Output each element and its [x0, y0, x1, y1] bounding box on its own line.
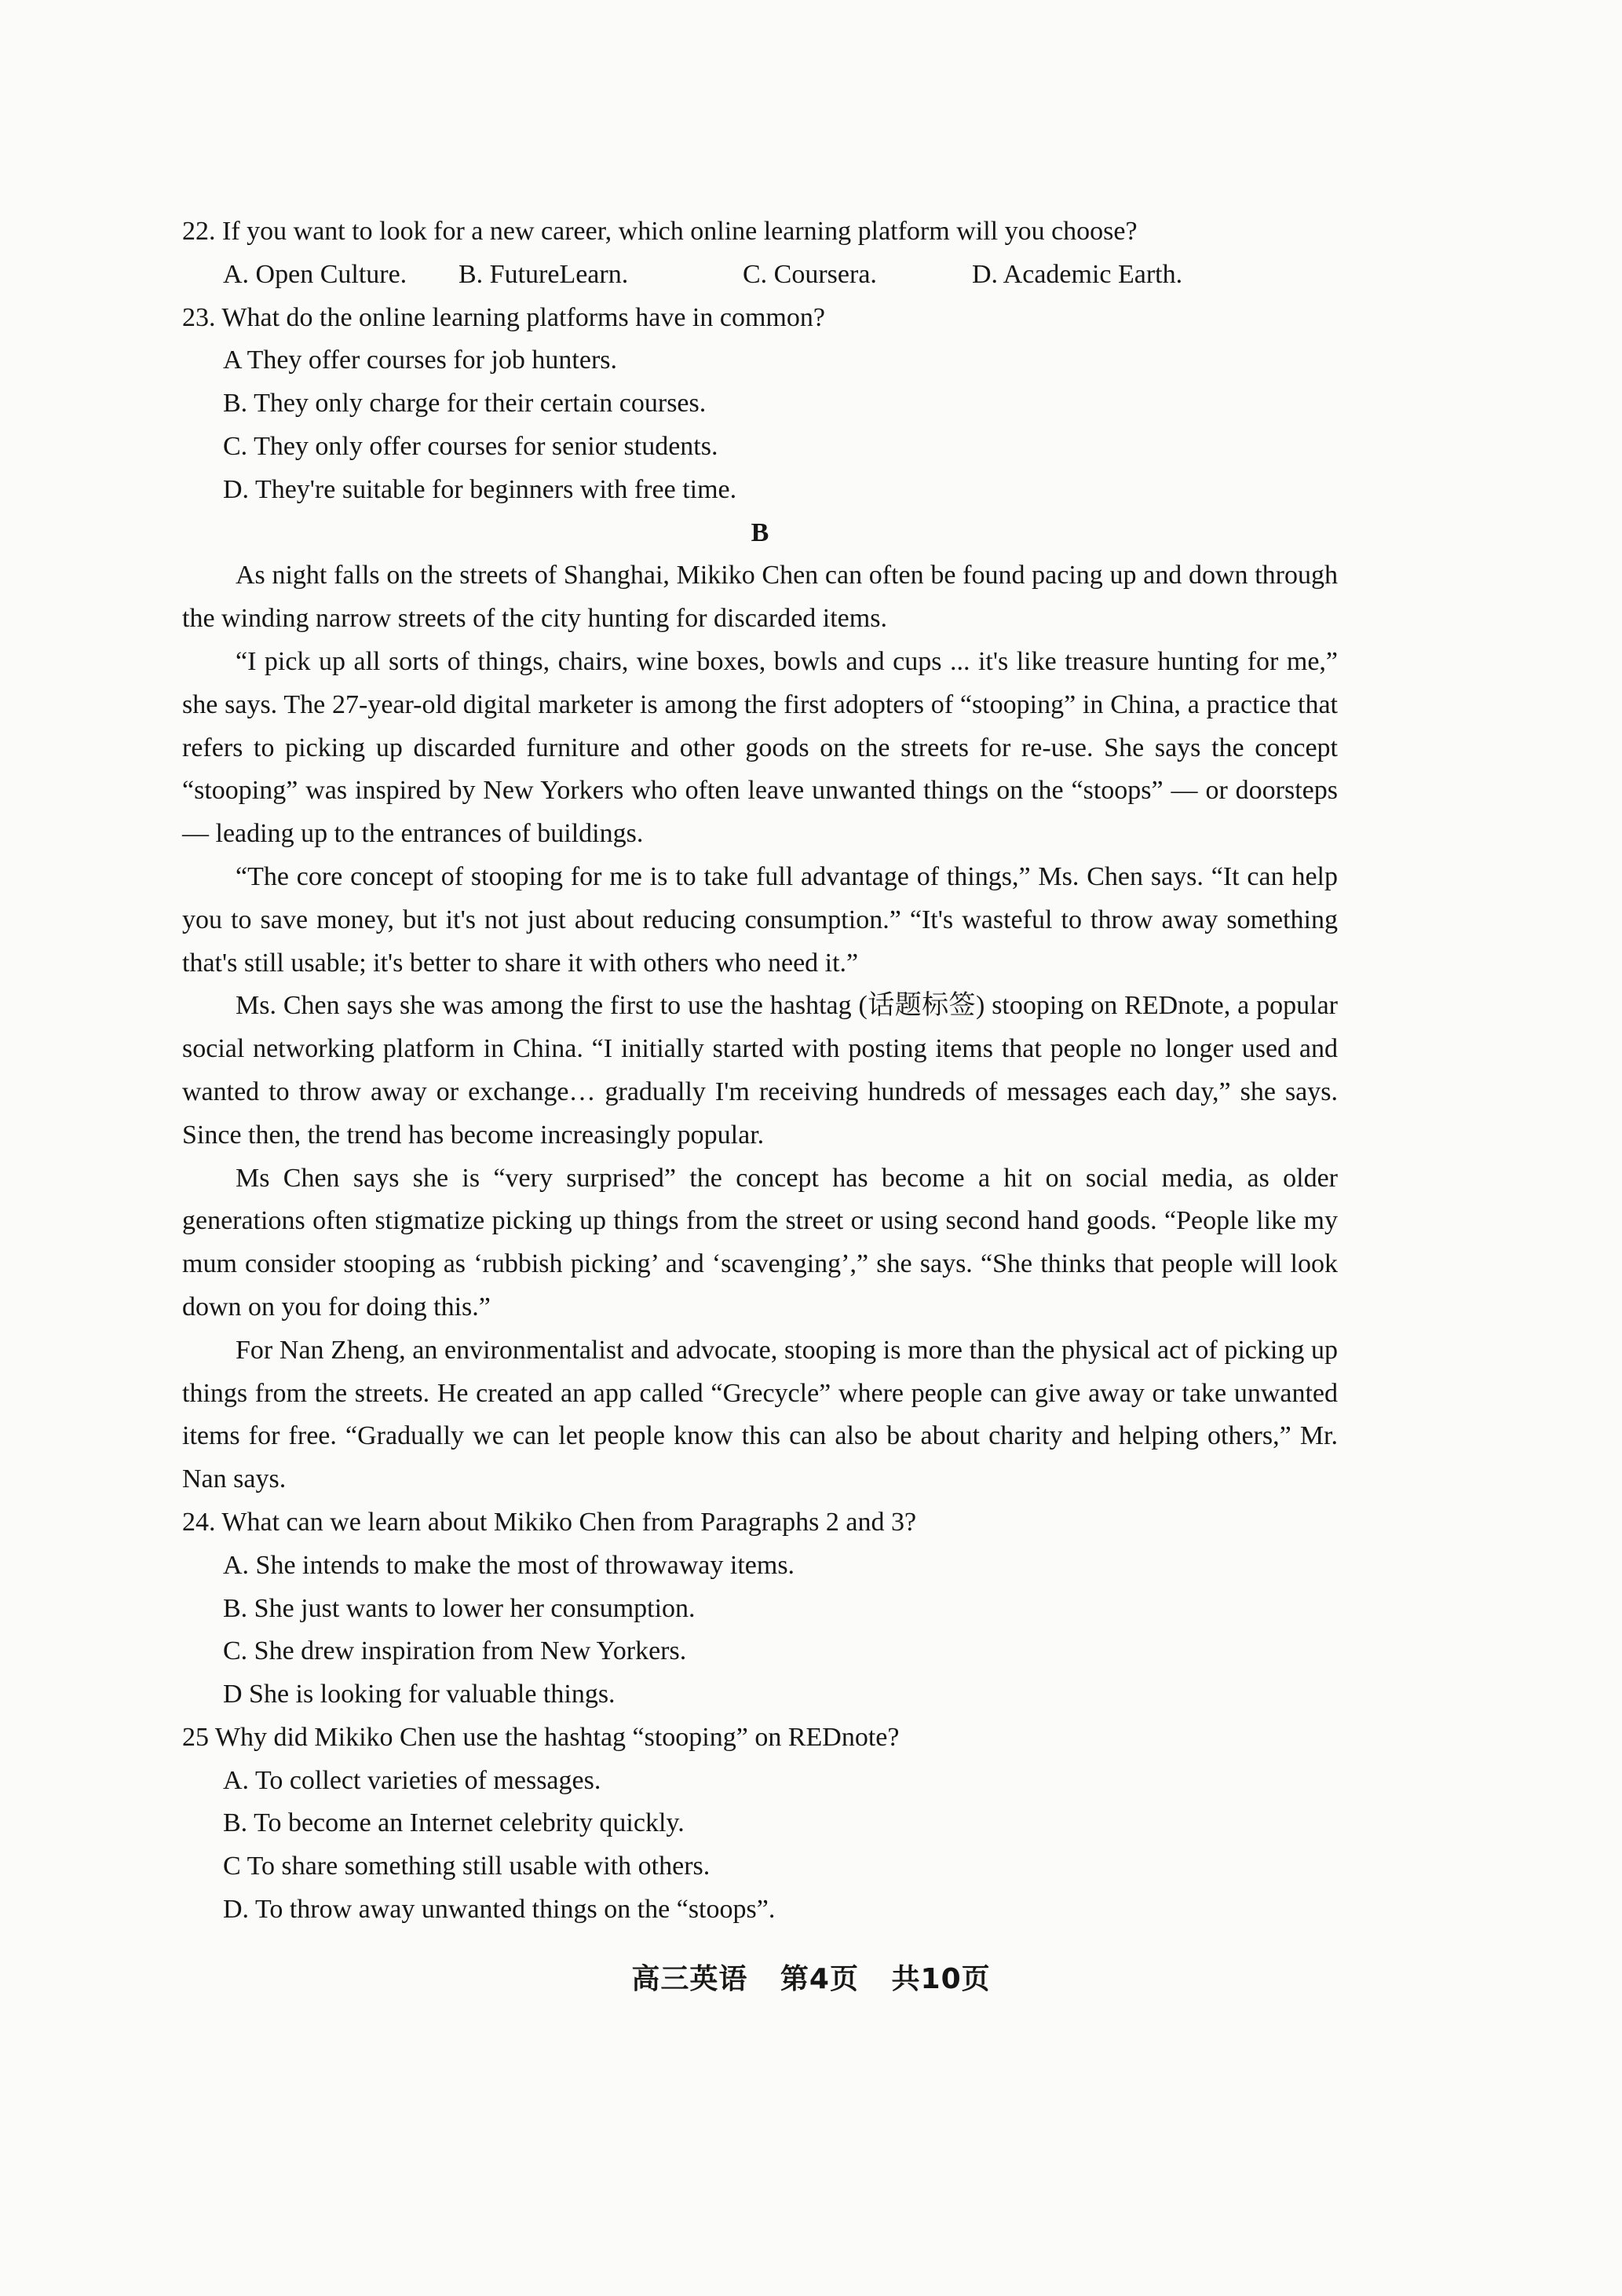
question-23-option-c: C. They only offer courses for senior students.: [223, 431, 718, 461]
footer-page-number: 第4页: [780, 1963, 859, 1995]
question-24-option-a: A. She intends to make the most of throwaway items.: [223, 1550, 795, 1580]
question-25-option-a: A. To collect varieties of messages.: [223, 1765, 601, 1795]
passage-paragraph-4: Ms. Chen says she was among the first to use the hashtag (话题标签) stooping on REDnote, a popular social networking platform in China. “I initially started with posting items that people no longer used and wanted to throw away or exchange… gradually I'm receiving hundreds of messages each day,” she says. Since then, the trend has become increasingly popular.: [182, 991, 1338, 1150]
question-23-option-a: A They offer courses for job hunters.: [223, 345, 618, 375]
question-22-stem: 22. If you want to look for a new career, which online learning platform will you choose?: [182, 217, 1138, 246]
passage-paragraph-2: “I pick up all sorts of things, chairs, wine boxes, bowls and cups ... it's like treasure hunting for me,” she says. The 27-year-old digital marketer is among the first adopters of “stooping” in China, a practice that refers to picking up discarded furniture and other goods on the streets for re-use. She says the concept “stooping” was inspired by New Yorkers who often leave unwanted things on the “stoops” — or doorsteps — leading up to the entrances of buildings.: [182, 646, 1338, 849]
footer-page-total: 共10页: [891, 1963, 991, 1995]
question-25-stem: 25 Why did Mikiko Chen use the hashtag “stooping” on REDnote?: [182, 1722, 900, 1752]
question-24-option-c: C. She drew inspiration from New Yorkers.: [223, 1636, 687, 1666]
question-24-stem: 24. What can we learn about Mikiko Chen from Paragraphs 2 and 3?: [182, 1507, 917, 1537]
question-24-option-d: D She is looking for valuable things.: [223, 1680, 616, 1709]
question-22-options: [182, 254, 1338, 297]
question-22-option-c: C. Coursera.: [743, 259, 877, 289]
question-22-option-a: A. Open Culture.: [223, 259, 407, 289]
question-25-option-b: B. To become an Internet celebrity quickly.: [223, 1808, 685, 1838]
section-b-title: B: [751, 517, 769, 547]
question-23-stem: 23. What do the online learning platforms have in common?: [182, 302, 825, 332]
passage-paragraph-3: “The core concept of stooping for me is to take full advantage of things,” Ms. Chen says. “It can help you to save money, but it's not just about reducing consumption.” “It's wasteful to throw away something that's still usable; it's better to share it with others who need it.”: [182, 861, 1338, 978]
footer-subject: 高三英语: [631, 1963, 748, 1995]
question-24-option-b: B. She just wants to lower her consumption.: [223, 1593, 696, 1623]
passage-paragraph-1: As night falls on the streets of Shanghai, Mikiko Chen can often be found pacing up and down through the winding narrow streets of the city hunting for discarded items.: [182, 561, 1338, 634]
question-23-option-d: D. They're suitable for beginners with free time.: [223, 474, 737, 504]
page-footer: [0, 1957, 1622, 1997]
question-22-option-b: B. FutureLearn.: [458, 259, 629, 289]
question-25-option-d: D. To throw away unwanted things on the “stoops”.: [223, 1895, 776, 1925]
passage-paragraph-6: For Nan Zheng, an environmentalist and advocate, stooping is more than the physical act of picking up things from the streets. He created an app called “Grecycle” where people can give away or take unwanted items for free. “Gradually we can let people know this can also be about charity and helping others,” Mr. Nan says.: [182, 1335, 1338, 1494]
passage-paragraph-5: Ms Chen says she is “very surprised” the concept has become a hit on social media, as older generations often stigmatize picking up things from the street or using second hand goods. “People like my mum consider stooping as ‘rubbish picking’ and ‘scavenging’,” she says. “She thinks that people will look down on you for doing this.”: [182, 1163, 1338, 1322]
question-25-option-c: C To share something still usable with others.: [223, 1852, 711, 1881]
question-23-option-b: B. They only charge for their certain courses.: [223, 389, 707, 419]
question-22-option-d: D. Academic Earth.: [972, 259, 1183, 289]
exam-content: [182, 210, 1338, 1932]
